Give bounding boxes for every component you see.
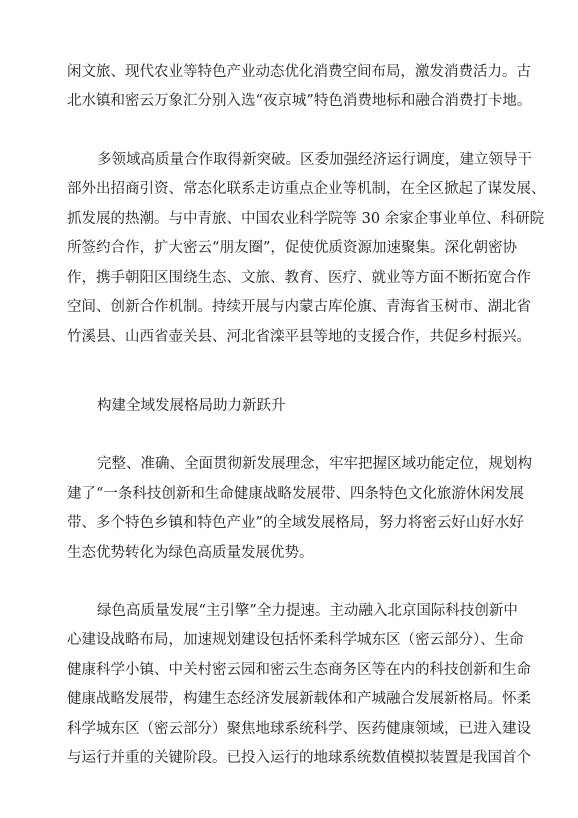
text-line: 与运行并重的关键阶段。已投入运行的地球系统数值模拟装置是我国首个: [67, 750, 531, 766]
text-line: 闲文旅、现代农业等特色产业动态优化消费空间布局，激发消费活力。古: [67, 64, 531, 80]
text-line: 部外出招商引资、常态化联系走访重点企业等机制，在全区掀起了谋发展、: [67, 181, 546, 197]
text-line: 生态优势转化为绿色高质量发展优势。: [67, 545, 314, 561]
text-line: 科学城东区（密云部分）聚焦地球系统科学、医药健康领域，已进入建设: [67, 721, 531, 737]
text-line: 竹溪县、山西省壶关县、河北省滦平县等地的支援合作，共促乡村振兴。: [67, 329, 531, 345]
text-line: 北水镇和密云万象汇分别入选“夜京城”特色消费地标和融合消费打卡地。: [67, 93, 532, 109]
text-line: 空间、创新合作机制。持续开展与内蒙古库伦旗、青海省玉树市、湖北省: [67, 299, 531, 315]
text-line: 完整、准确、全面贯彻新发展理念，牢牢把握区域功能定位，规划构: [97, 456, 532, 472]
text-line: 多领域高质量合作取得新突破。区委加强经济运行调度，建立领导干: [97, 152, 532, 168]
text-line: 健康战略发展带，构建生态经济发展新载体和产城融合发展新格局。怀柔: [67, 691, 531, 707]
text-line: 所签约合作，扩大密云“朋友圈”，促使优质资源加速聚集。深化朝密协: [67, 240, 517, 256]
text-line: 带、多个特色乡镇和特色产业”的全域发展格局，努力将密云好山好水好: [67, 515, 524, 531]
text-line: 健康科学小镇、中关村密云园和密云生态商务区等在内的科技创新和生命: [67, 662, 531, 678]
text-line: 心建设战略布局，加速规划建设包括怀柔科学城东区（密云部分）、生命: [67, 632, 524, 648]
text-line: 建了“一条科技创新和生命健康战略发展带、四条特色文化旅游休闲发展: [67, 486, 524, 502]
text-line: 作，携手朝阳区围绕生态、文旅、教育、医疗、就业等方面不断拓宽合作: [67, 270, 531, 286]
text-line: 绿色高质量发展“主引擎”全力提速。主动融入北京国际科技创新中: [97, 603, 518, 619]
text-line: 抓发展的热潮。与中青旅、中国农业科学院等 30 余家企事业单位、科研院: [67, 211, 545, 227]
section-heading: 构建全域发展格局助力新跃升: [97, 398, 286, 414]
